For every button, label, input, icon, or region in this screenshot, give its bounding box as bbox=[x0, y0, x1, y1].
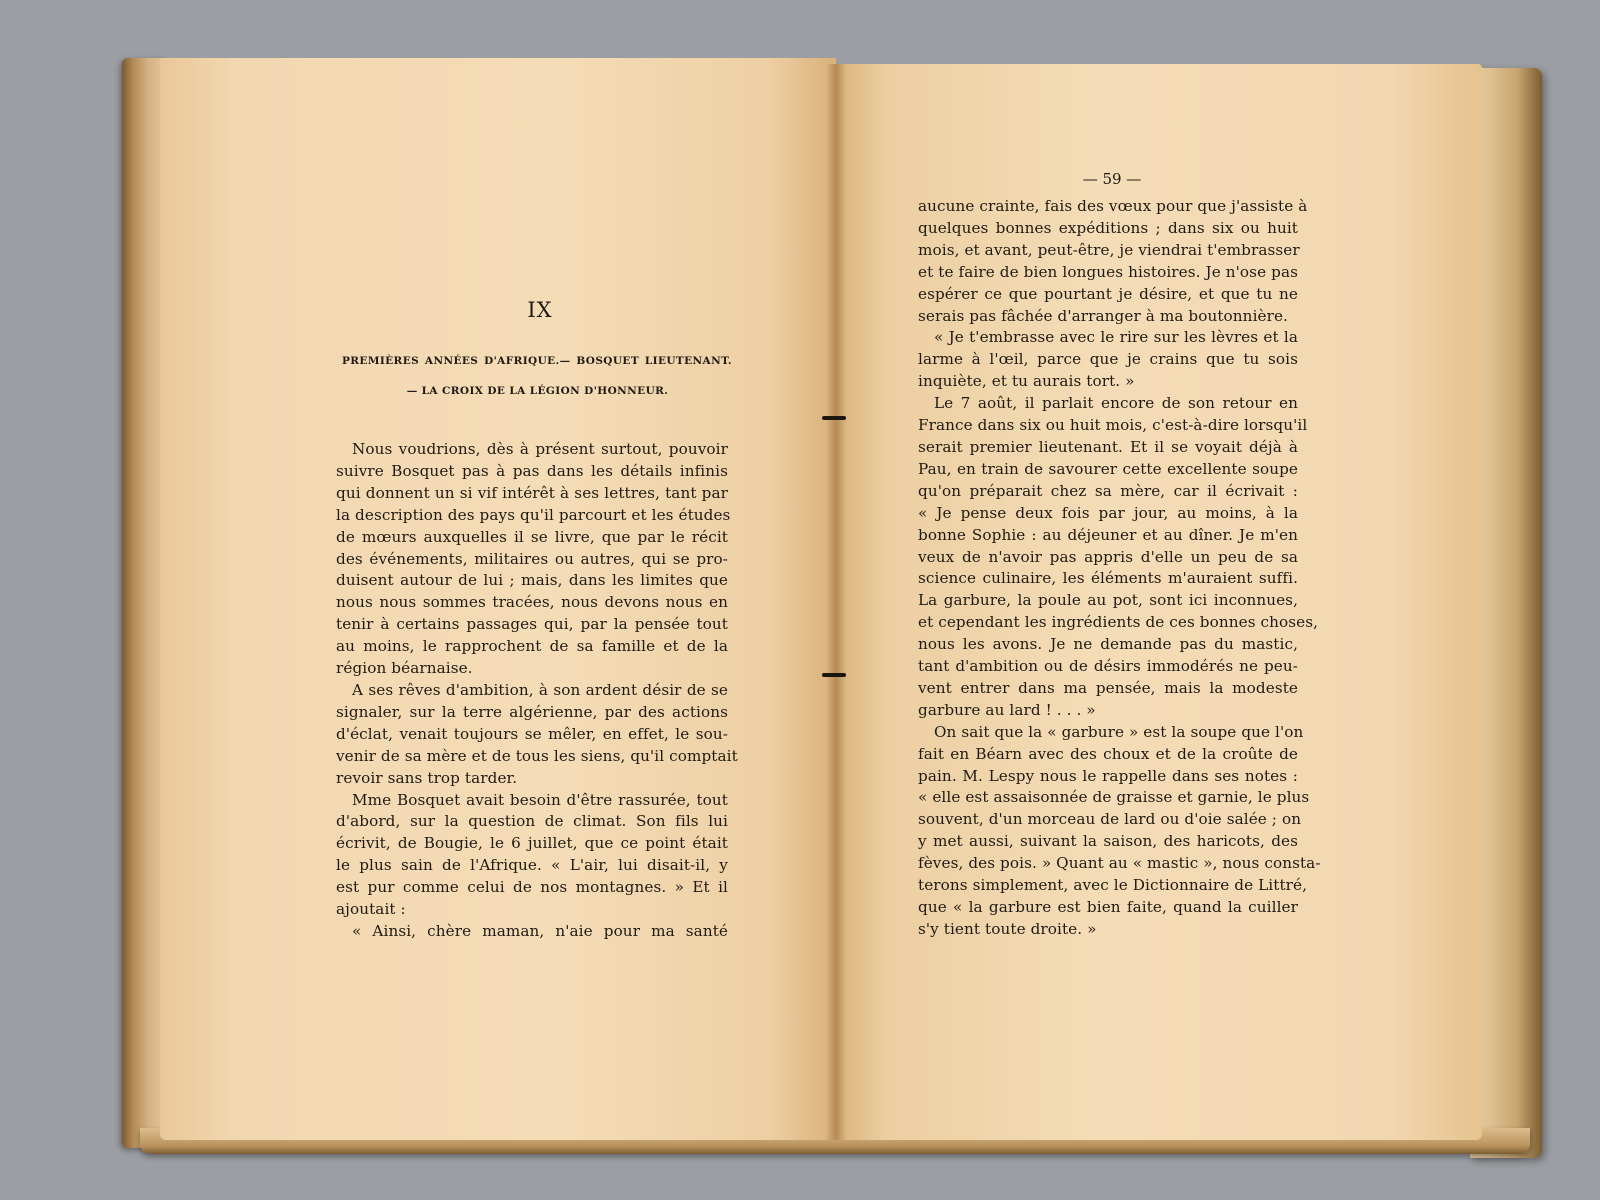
text-line: On sait que la « garbure » est la soupe que l'on bbox=[934, 722, 1304, 741]
text-line: Mme Bosquet avait besoin d'être rassurée, tout bbox=[352, 790, 728, 809]
chapter-number: IX bbox=[527, 298, 553, 322]
text-line: et te faire de bien longues histoires. Je n'ose pas bbox=[918, 262, 1298, 281]
text-line: veux de n'avoir pas appris d'elle un peu de sa bbox=[918, 547, 1298, 566]
text-line: mois, et avant, peut-être, je viendrai t'embrasser bbox=[918, 240, 1300, 259]
text-line: d'abord, sur la question de climat. Son fils lui bbox=[336, 812, 728, 831]
book-gutter bbox=[826, 64, 846, 1140]
page-number: — 59 — bbox=[1082, 170, 1142, 188]
text-line: « elle est assaisonnée de graisse et garnie, le plus bbox=[918, 788, 1310, 807]
text-line: région béarnaise. bbox=[336, 659, 473, 678]
text-line: serais pas fâchée d'arranger à ma boutonnière. bbox=[918, 306, 1288, 325]
text-line: au moins, le rapprochent de sa famille et de la bbox=[336, 637, 728, 656]
text-line: que « la garbure est bien faite, quand la cuiller bbox=[918, 898, 1298, 916]
text-line: A ses rêves d'ambition, à son ardent désir de se bbox=[352, 680, 728, 699]
text-line: d'éclat, venait toujours se mêler, en effet, le sou- bbox=[336, 724, 728, 743]
text-line: France dans six ou huit mois, c'est-à-dire lorsqu'il bbox=[918, 416, 1308, 435]
text-line: espérer ce que pourtant je désire, et que tu ne bbox=[918, 284, 1298, 303]
text-line: nous les avons. Je ne demande pas du mastic, bbox=[918, 635, 1298, 654]
text-line: des événements, militaires ou autres, qui se pro- bbox=[336, 549, 728, 568]
text-line: « Je t'embrasse avec le rire sur les lèvres et la bbox=[934, 328, 1298, 347]
text-line: souvent, d'un morceau de lard ou d'oie salée ; on bbox=[918, 810, 1302, 829]
text-line: quelques bonnes expéditions ; dans six ou huit bbox=[918, 218, 1298, 237]
text-line: « Je pense deux fois par jour, au moins, à la bbox=[918, 503, 1298, 522]
chapter-title-line-1: PREMIÈRES ANNÉES D'AFRIQUE.— BOSQUET LIEUTENANT. bbox=[342, 355, 732, 367]
text-line: s'y tient toute droite. » bbox=[918, 919, 1097, 938]
text-line: pain. M. Lespy nous le rappelle dans ses notes : bbox=[918, 766, 1298, 785]
binding-stitch bbox=[822, 416, 846, 420]
text-line: Pau, en train de savourer cette excellente soupe bbox=[918, 459, 1298, 478]
text-line: serait premier lieutenant. Et il se voyait déjà à bbox=[918, 437, 1298, 456]
text-line: suivre Bosquet pas à pas dans les détails infinis bbox=[336, 461, 728, 480]
text-line: Nous voudrions, dès à présent surtout, pouvoir bbox=[352, 440, 728, 458]
text-line: vent entrer dans ma pensée, mais la modeste bbox=[918, 678, 1298, 697]
text-line: fait en Béarn avec des choux et de la croûte de bbox=[918, 744, 1298, 763]
text-line: et cependant les ingrédients de ces bonnes choses, bbox=[918, 613, 1319, 632]
text-line: aucune crainte, fais des vœux pour que j'assiste à bbox=[918, 197, 1308, 215]
text-line: ajoutait : bbox=[336, 900, 406, 919]
text-line: garbure au lard ! . . . » bbox=[918, 700, 1096, 719]
text-line: bonne Sophie : au déjeuner et au dîner. Je m'en bbox=[918, 525, 1298, 544]
text-line: la description des pays qu'il parcourt et les études bbox=[336, 505, 731, 524]
text-line: le plus sain de l'Afrique. « L'air, lui disait-il, y bbox=[336, 856, 728, 875]
text-line: de mœurs auxquelles il se livre, que par le récit bbox=[336, 527, 728, 546]
text-line: inquiète, et tu aurais tort. » bbox=[918, 372, 1135, 391]
text-line: « Ainsi, chère maman, n'aie pour ma santé bbox=[352, 921, 728, 940]
text-line: est pur comme celui de nos montagnes. » Et il bbox=[336, 878, 728, 897]
text-line: nous nous sommes tracées, nous devons nous en bbox=[336, 593, 728, 612]
text-line: qui donnent un si vif intérêt à ses lettres, tant par bbox=[336, 483, 728, 502]
text-line: terons simplement, avec le Dictionnaire de Littré, bbox=[918, 876, 1308, 895]
text-line: larme à l'œil, parce que je crains que tu sois bbox=[918, 350, 1298, 369]
text-line: qu'on préparait chez sa mère, car il écrivait : bbox=[918, 481, 1298, 500]
text-line: Le 7 août, il parlait encore de son retour en bbox=[934, 394, 1298, 413]
text-line: tenir à certains passages qui, par la pensée tout bbox=[336, 615, 728, 634]
text-line: revoir sans trop tarder. bbox=[336, 768, 518, 787]
text-line: venir de sa mère et de tous les siens, qu'il comptait bbox=[336, 746, 738, 765]
text-line: signaler, sur la terre algérienne, par des actions bbox=[336, 702, 728, 721]
text-line: La garbure, la poule au pot, sont ici inconnues, bbox=[918, 591, 1298, 610]
text-line: duisent autour de lui ; mais, dans les limites que bbox=[336, 571, 728, 590]
text-line: tant d'ambition ou de désirs immodérés ne peu- bbox=[918, 657, 1298, 676]
right-page-body bbox=[918, 196, 1321, 941]
chapter-title-line-2: — LA CROIX DE LA LÉGION D'HONNEUR. bbox=[406, 385, 669, 397]
left-page-body bbox=[336, 439, 738, 943]
text-line: y met aussi, suivant la saison, des haricots, des bbox=[918, 832, 1298, 851]
text-line: fèves, des pois. » Quant au « mastic », nous consta- bbox=[918, 854, 1321, 873]
binding-stitch bbox=[822, 673, 846, 677]
text-line: science culinaire, les éléments m'auraient suffi. bbox=[918, 569, 1298, 588]
text-line: écrivit, de Bougie, le 6 juillet, que ce point était bbox=[336, 834, 728, 853]
